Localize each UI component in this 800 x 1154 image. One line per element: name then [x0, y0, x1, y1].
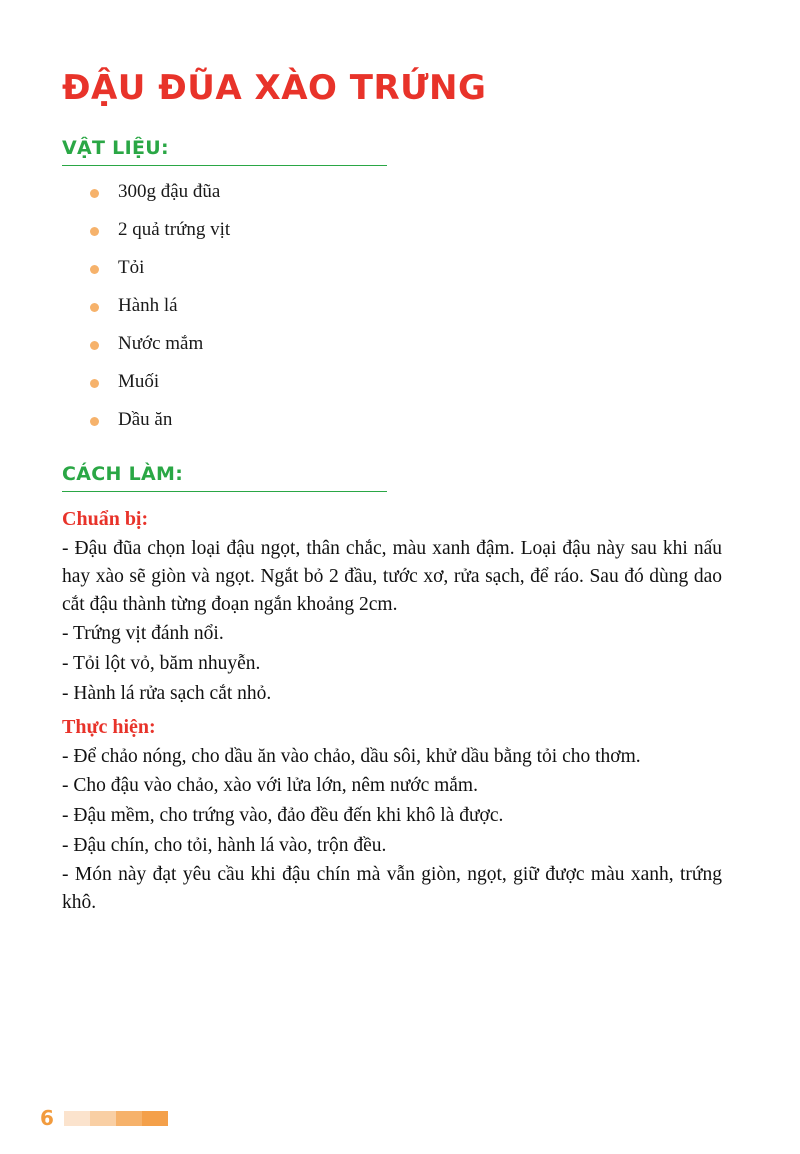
- ingredient-label: Dầu ăn: [118, 409, 173, 431]
- method-heading-rule: [62, 491, 387, 492]
- paragraph: - Đậu đũa chọn loại đậu ngọt, thân chắc, màu xanh đậm. Loại đậu này sau khi nấu hay xào sẽ giòn và ngọt. Ngắt bỏ 2 đầu, tước xơ, rửa sạch, để ráo. Sau đó dùng dao cắt đậu thành từng đoạn ngắn khoảng 2cm.: [62, 538, 722, 615]
- bullet-icon: [90, 189, 99, 198]
- color-chip: [90, 1111, 116, 1126]
- ingredient-label: Hành lá: [118, 295, 178, 317]
- paragraph: - Tỏi lột vỏ, băm nhuyễn.: [62, 653, 261, 675]
- footer-color-chips: [64, 1111, 168, 1126]
- color-chip: [142, 1111, 168, 1126]
- list-item: [90, 410, 722, 429]
- page-content: [62, 70, 722, 925]
- paragraph: - Món này đạt yêu cầu khi đậu chín mà vẫn giòn, ngọt, giữ được màu xanh, trứng khô.: [62, 864, 722, 913]
- list-item: [90, 296, 722, 315]
- list-item: [90, 258, 722, 277]
- bullet-icon: [90, 417, 99, 426]
- ingredients-heading-rule: [62, 165, 387, 166]
- list-item: [90, 220, 722, 239]
- bullet-icon: [90, 379, 99, 388]
- bullet-icon: [90, 265, 99, 274]
- ingredient-label: Nước mắm: [118, 333, 204, 355]
- color-chip: [116, 1111, 142, 1126]
- paragraph: - Cho đậu vào chảo, xào với lửa lớn, nêm nước mắm.: [62, 775, 478, 797]
- subheading-preparation: Chuẩn bị:: [62, 508, 149, 531]
- list-item: [90, 372, 722, 391]
- ingredient-label: Tỏi: [118, 257, 145, 279]
- method-block-preparation: [62, 508, 722, 707]
- color-chip: [64, 1111, 90, 1126]
- paragraph: - Để chảo nóng, cho dầu ăn vào chảo, dầu sôi, khử dầu bằng tỏi cho thơm.: [62, 745, 641, 767]
- bullet-icon: [90, 341, 99, 350]
- page-number: 6: [40, 1106, 54, 1130]
- method-block-execution: [62, 716, 722, 917]
- bullet-icon: [90, 303, 99, 312]
- list-item: [90, 334, 722, 353]
- ingredients-list: [62, 182, 722, 429]
- paragraph: - Đậu mềm, cho trứng vào, đảo đều đến khi khô là được.: [62, 804, 504, 826]
- page-footer: [40, 1108, 168, 1128]
- method-heading: CÁCH LÀM:: [62, 463, 184, 486]
- paragraph: - Trứng vịt đánh nổi.: [62, 623, 224, 645]
- ingredients-heading: VẬT LIỆU:: [62, 137, 169, 160]
- ingredient-label: 300g đậu đũa: [118, 181, 221, 203]
- paragraph: - Đậu chín, cho tỏi, hành lá vào, trộn đều.: [62, 834, 387, 856]
- ingredient-label: 2 quả trứng vịt: [118, 219, 231, 241]
- page-title: ĐẬU ĐŨA XÀO TRỨNG: [62, 68, 487, 108]
- ingredient-label: Muối: [118, 371, 160, 393]
- paragraph: - Hành lá rửa sạch cắt nhỏ.: [62, 682, 272, 704]
- bullet-icon: [90, 227, 99, 236]
- subheading-execution: Thực hiện:: [62, 715, 156, 738]
- list-item: [90, 182, 722, 201]
